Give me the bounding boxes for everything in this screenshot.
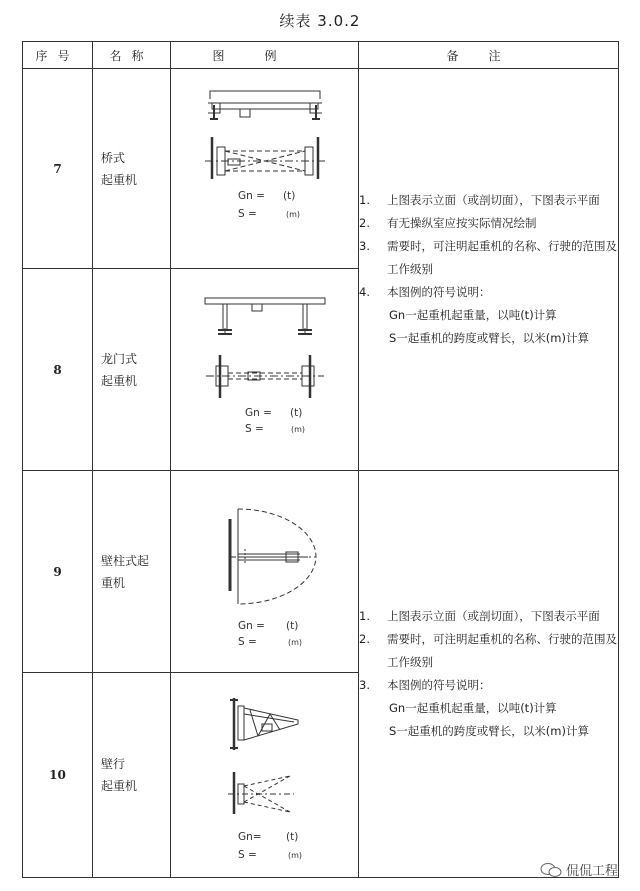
note-sub-s: S一起重机的跨度或臂长，以米(m)计算 xyxy=(389,331,589,345)
note-sub-gn: Gn一起重机起重量，以吨(t)计算 xyxy=(389,308,557,322)
notes-list-1 xyxy=(359,189,618,350)
header-row xyxy=(23,42,619,69)
gantry-crane-drawing xyxy=(190,280,340,460)
wall-crane-figure xyxy=(171,673,359,878)
note-item: 3. 需要时，可注明起重机的名称、行驶的范围及工作级别 xyxy=(359,239,617,276)
jib-crane-drawing xyxy=(190,479,340,664)
gantry-crane-figure xyxy=(171,269,359,471)
row-name-text: 壁柱式起 重机 xyxy=(101,553,150,590)
note-item: 2. 需要时，可注明起重机的名称、行驶的范围及工作级别 xyxy=(359,632,617,669)
chat-bubble-icon xyxy=(540,862,562,878)
table-title: 续表 3.0.2 xyxy=(279,12,361,30)
row-name xyxy=(93,673,171,878)
gn-unit: (t) xyxy=(289,406,302,419)
bridge-crane-figure xyxy=(171,69,359,269)
row-index: 7 xyxy=(23,69,93,269)
jib-crane-figure xyxy=(171,471,359,673)
watermark-text: 侃侃工程 xyxy=(565,864,618,879)
note-item: 2. 有无操纵室应按实际情况绘制 xyxy=(359,216,537,230)
gn-label: Gn = xyxy=(244,406,272,419)
row-name-text: 壁行 起重机 xyxy=(101,757,138,793)
notes-cell-2 xyxy=(359,471,619,878)
note-item: 4. 本图例的符号说明： xyxy=(359,285,491,299)
note-sub-s: S一起重机的跨度或臂长，以米(m)计算 xyxy=(389,724,589,738)
note-item: 3. 本图例的符号说明： xyxy=(359,678,491,692)
notes-cell-1 xyxy=(359,69,619,471)
table-row xyxy=(23,471,619,673)
row-name xyxy=(93,69,171,269)
header-index: 序号 xyxy=(23,42,93,69)
gn-label: Gn= xyxy=(237,831,262,843)
note-item: 1. 上图表示立面（或剖切面），下图表示平面 xyxy=(359,193,600,207)
bridge-crane-drawing xyxy=(190,79,340,259)
note-item: 1. 上图表示立面（或剖切面），下图表示平面 xyxy=(359,609,600,623)
s-label: S = xyxy=(237,636,257,648)
row-index: 10 xyxy=(23,673,93,878)
row-name-text: 龙门式 起重机 xyxy=(101,351,138,388)
s-label: S = xyxy=(244,422,264,435)
notes-list-2 xyxy=(359,605,618,743)
row-index: 8 xyxy=(23,269,93,471)
s-unit: (m) xyxy=(290,424,305,434)
note-sub-gn: Gn一起重机起重量，以吨(t)计算 xyxy=(389,701,557,715)
table-row xyxy=(23,69,619,269)
gn-unit: (t) xyxy=(282,189,295,202)
wall-crane-drawing xyxy=(190,680,340,870)
gn-unit: (t) xyxy=(285,620,298,632)
gn-label: Gn = xyxy=(237,620,265,632)
gn-unit: (t) xyxy=(285,831,298,843)
row-name xyxy=(93,269,171,471)
row-name xyxy=(93,471,171,673)
header-name: 名称 xyxy=(93,42,171,69)
row-index: 9 xyxy=(23,471,93,673)
header-figure: 图例 xyxy=(171,42,359,69)
legend-table xyxy=(22,41,619,878)
s-label: S = xyxy=(237,207,257,220)
s-unit: (m) xyxy=(287,638,302,647)
s-unit: (m) xyxy=(285,209,300,219)
s-label: S = xyxy=(237,849,257,861)
row-name-text: 桥式 起重机 xyxy=(101,150,138,187)
s-unit: (m) xyxy=(287,851,302,860)
header-notes: 备注 xyxy=(359,42,619,69)
gn-label: Gn = xyxy=(237,189,265,202)
watermark xyxy=(540,860,618,879)
